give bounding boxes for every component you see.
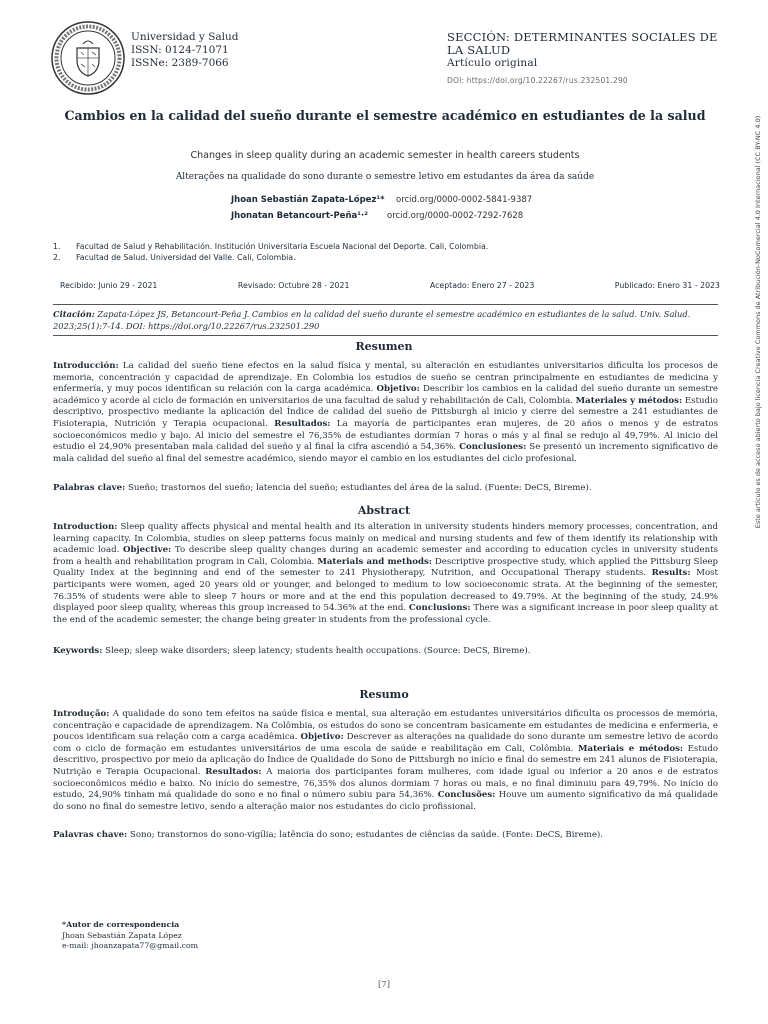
text-conclusions: Houve um aumento significativo da má qualidade do sono no final do semestre letivo, sendo a alteração maior nos estudantes do ciclo profissional. bbox=[53, 790, 718, 812]
label-intro: Introduction: bbox=[53, 522, 118, 532]
text-results: A maioria dos participantes foram mulheres, com idade igual ou inferior a 20 anos e de estratos socioeconômicos médio e baixo. No início do semestre, 76,35% dos alunos dormiam 7 horas ou mais, e no final diminuiu para 49,79%. No início do estudo, 24,90% tinham má qualidade do sono e no final o número subiu para 54,36%. bbox=[53, 766, 718, 801]
label-intro: Introducción: bbox=[53, 361, 119, 371]
keywords-label: Palavras chave: bbox=[53, 830, 128, 840]
published-date: Publicado: Enero 31 - 2023 bbox=[614, 281, 720, 290]
correspondence bbox=[62, 920, 198, 952]
issne: ISSNe: 2389-7066 bbox=[131, 57, 229, 69]
text-intro: Sleep quality affects physical and mental health and its alteration in university students hinders memory processes, concentration, and learning capacity. In Colombia, studies on sleep patterns focus mainly on medical and nursing students and few of them identify its relationship with academic load. bbox=[53, 522, 718, 556]
abstract-heading: Abstract bbox=[357, 504, 411, 517]
affiliation-number: 2. bbox=[53, 253, 61, 262]
text-methods: Estudo descritivo, prospectivo por meio da aplicação do Índice de Qualidade do Sono de Pittsburgh no início e final do semestre em 241 alunos de Fisioterapia, Nutrição e Terapia Ocupacional. bbox=[53, 743, 719, 777]
doi-link[interactable]: DOI: https://doi.org/10.22267/rus.232501.290 bbox=[447, 76, 628, 85]
citation-box bbox=[53, 304, 718, 336]
university-seal-logo bbox=[50, 20, 126, 96]
label-results: Resultados: bbox=[274, 418, 331, 429]
affiliation-text: Facultad de Salud. Universidad del Valle. Cali, Colombia. bbox=[76, 253, 296, 262]
keywords-text: Sueño; trastornos del sueño; latencia del sueño; estudiantes del área de la salud. (Fuente: DeCS, Bireme). bbox=[125, 483, 592, 493]
label-methods: Materiais e métodos: bbox=[577, 743, 684, 754]
affiliation-number: 1. bbox=[53, 242, 61, 251]
page-number: [7] bbox=[377, 980, 391, 990]
keywords-label: Keywords: bbox=[53, 646, 103, 656]
label-results: Resultados: bbox=[205, 766, 262, 777]
portuguese-title: Alterações na qualidade do sono durante o semestre letivo em estudantes da área da saúde bbox=[175, 172, 595, 182]
text-objective: Descrever as alterações na qualidade do sono durante um semestre letivo de acordo com o ciclo de formação em estudantes universitários de uma escola de saúde e reabilitação em Cali, Colômbia. bbox=[53, 732, 718, 754]
english-title: Changes in sleep quality during an academic semester in health careers students bbox=[190, 150, 580, 161]
text-objective: To describe sleep quality changes during an academic semester and according to education cycles in university students from a health and rehabilitation program in Cali, Colombia. bbox=[53, 545, 718, 567]
orcid-link[interactable]: orcid.org/0000-0002-5841-9387 bbox=[396, 195, 533, 205]
label-conclusions: Conclusiones: bbox=[459, 442, 527, 453]
abstract-keywords bbox=[53, 646, 718, 658]
resumen-body bbox=[53, 361, 718, 465]
author-1 bbox=[200, 195, 620, 205]
correspondence-name: Jhoan Sebastián Zapata López bbox=[62, 930, 182, 940]
issn: ISSN: 0124-71071 bbox=[131, 44, 229, 56]
affiliation-2 bbox=[53, 252, 296, 263]
license-sidebar bbox=[751, 62, 765, 582]
section-info bbox=[447, 31, 727, 87]
affiliation-text: Facultad de Salud y Rehabilitación. Institución Universitaria Escuela Nacional del Deporte. Cali, Colombia. bbox=[76, 242, 489, 251]
resumen-heading: Resumen bbox=[355, 340, 413, 353]
text-methods: Estudio descriptivo, prospectivo mediante la aplicación del Índice de calidad del sueño de Pittsburgh al inicio y cierre del semestre a 241 estudiantes de Fisioterapia, Nutrición y Terapia ocupacional. bbox=[53, 395, 718, 429]
text-methods: Descriptive prospective study, which applied the Pittsburg Sleep Quality Index at the beginning and end of the semester to 241 Physiotherapy, Nutrition, and Occupational Therapy students. bbox=[53, 556, 718, 579]
publication-dates bbox=[60, 281, 720, 290]
resumo-body bbox=[53, 709, 718, 813]
text-objective: Describir los cambios en la calidad del sueño durante un semestre académico y acorde al ciclo de formación en universitarios de una facultad de salud y rehabilitación de Cali, Colombia. bbox=[53, 384, 719, 406]
correspondence-email[interactable]: e-mail: jhoanzapata77@gmail.com bbox=[62, 941, 199, 950]
keywords-text: Sono; transtornos do sono-vigília; latência do sono; estudantes de ciências da saúde. (Fonte: DeCS, Bireme). bbox=[127, 830, 603, 840]
citation-label: Citación: bbox=[53, 309, 95, 319]
received-date: Recibido: Junio 29 - 2021 bbox=[60, 281, 158, 290]
label-results: Results: bbox=[651, 568, 691, 579]
text-conclusions: There was a significant increase in poor sleep quality at the end of the academic semester, the change being greater in students from the professional cycle. bbox=[53, 603, 719, 625]
label-methods: Materials and methods: bbox=[317, 556, 432, 567]
journal-name: Universidad y Salud bbox=[131, 31, 239, 43]
abstract-body bbox=[53, 522, 718, 626]
label-intro: Introdução: bbox=[53, 709, 110, 719]
accepted-date: Aceptado: Enero 27 - 2023 bbox=[429, 281, 535, 290]
article-title: Cambios en la calidad del sueño durante el semestre académico en estudiantes de la salud bbox=[64, 108, 706, 123]
article-type: Artículo original bbox=[447, 57, 538, 69]
resumen-keywords bbox=[53, 483, 718, 495]
text-results: La mayoría de participantes eran mujeres, de 20 años o menos y de estratos socioeconómicos medio y bajo. Al inicio del semestre el 76,35% de estudiantes dormían 7 horas o más y al final se redujo al 49,79%. Al inicio del estudio el 24,90% presentaban mala calidad del sueño y al final la cifra ascendió a 54,36%. bbox=[53, 418, 718, 453]
text-intro: A qualidade do sono tem efeitos na saúde física e mental, sua alteração em estudantes universitários dificulta os processos de memória, concentração e capacidade de aprendizagem. Na Colômbia, os estudos do sono se concentram basicamente em estudantes de medicina e enfermeria, e poucos identificam sua relação com a carga acadêmica. bbox=[53, 709, 718, 743]
resumo-keywords bbox=[53, 830, 718, 842]
orcid-link[interactable]: orcid.org/0000-0002-7292-7628 bbox=[387, 211, 524, 221]
author-name: Jhoan Sebastián Zapata-López¹* bbox=[231, 195, 385, 205]
keywords-label: Palabras clave: bbox=[53, 483, 126, 493]
label-methods: Materiales y métodos: bbox=[575, 395, 683, 406]
citation-text: Zapata-López JS, Betancourt-Peña J. Cambios en la calidad del sueño durante el semestre académico en estudiantes de la salud. Univ. Salud. 2023;25(1):7-14. DOI: https://doi.org/10.22267/rus.232501.290 bbox=[53, 309, 691, 331]
label-conclusions: Conclusões: bbox=[437, 790, 496, 801]
license-text: Este artículo es de acceso abierto bajo licencia Creative Commons de Atribución-NoComercial 4.0 Internacional (CC BY-NC 4.0) bbox=[754, 115, 762, 529]
section-title: SECCIÓN: DETERMINANTES SOCIALES DE LA SALUD bbox=[447, 30, 718, 57]
label-objective: Objetivo: bbox=[376, 384, 420, 395]
label-objective: Objetivo: bbox=[300, 732, 344, 743]
revised-date: Revisado: Octubre 28 - 2021 bbox=[237, 281, 350, 290]
text-results: Most participants were women, aged 20 years old or younger, and belonged to medium to low socioeconomic strata. At the beginning of the semester, 76.35% of students were able to sleep 7 hours or more and at the end this population decreased to 49.79%. At the beginning of the study, 24.9% displayed poor sleep quality, whereas this group increased to 54.36% at the end. bbox=[53, 568, 718, 614]
journal-info bbox=[131, 31, 239, 70]
affiliation-1 bbox=[53, 241, 488, 252]
label-conclusions: Conclusions: bbox=[408, 603, 471, 614]
author-name: Jhonatan Betancourt-Peña¹·² bbox=[231, 211, 368, 221]
text-conclusions: Se presentó un incremento significativo de mala calidad del sueño al final del semestre académico, siendo mayor el cambio en los estudiantes del ciclo profesional. bbox=[53, 442, 719, 464]
keywords-text: Sleep; sleep wake disorders; sleep latency; students health occupations. (Source: DeCS, Bireme). bbox=[102, 646, 531, 656]
label-objective: Objective: bbox=[123, 545, 172, 556]
resumo-heading: Resumo bbox=[359, 688, 409, 701]
text-intro: La calidad del sueño tiene efectos en la salud física y mental, su alteración en estudiantes universitarios dificulta los procesos de memoria, concentración y capacidad de aprendizaje. En Colombia los estudios de sueño se centran principalmente en estudiantes de medicina y enfermería, y muy pocos identifican su relación con la carga académica. bbox=[53, 361, 718, 395]
correspondence-label: *Autor de correspondencia bbox=[62, 920, 180, 929]
